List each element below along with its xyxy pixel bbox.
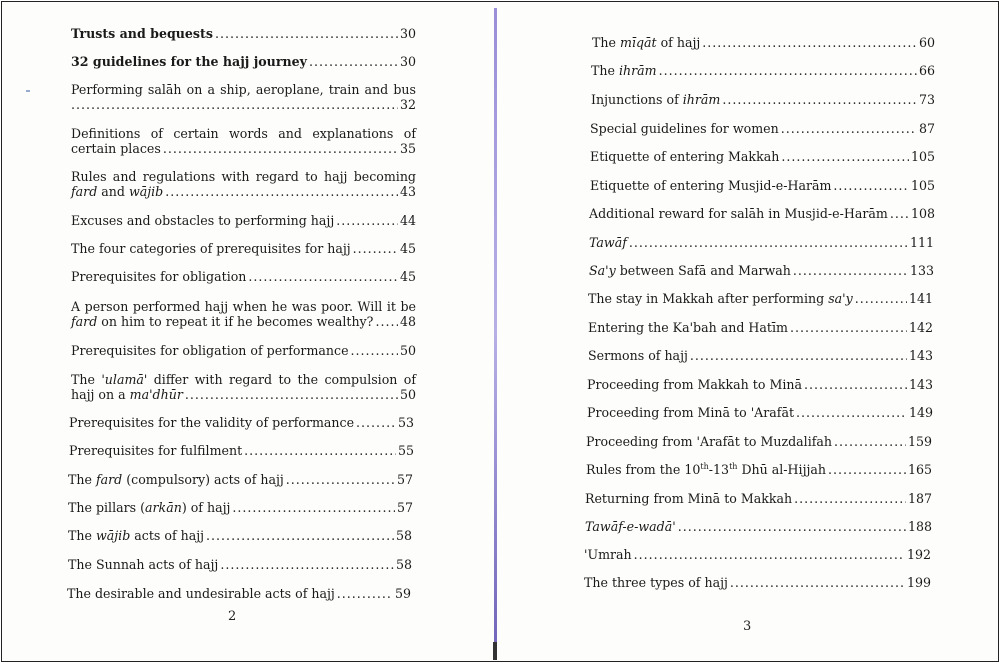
toc-italic: ma'dhūr	[129, 386, 183, 402]
toc-page: 141	[908, 291, 933, 306]
toc-page: 105	[910, 149, 935, 164]
page-number: 2	[228, 609, 237, 624]
toc-superscript: th	[729, 462, 738, 471]
toc-title: differ with regard to the compulsion of	[147, 372, 417, 387]
leader-dots	[794, 492, 906, 507]
toc-page: 44	[399, 213, 416, 228]
toc-title: Proceeding from 'Arafāt to Muzdalifah	[586, 434, 833, 449]
toc-page: 142	[908, 320, 933, 335]
leader-dots	[834, 435, 906, 450]
toc-page: 73	[918, 92, 935, 107]
leader-dots	[634, 548, 905, 563]
leader-dots	[793, 264, 908, 279]
toc-title: Dhū al-Hijjah	[737, 462, 826, 477]
toc-entry[interactable]	[591, 93, 935, 108]
toc-title: Prerequisites for obligation of performance	[71, 343, 349, 358]
toc-title: Rules and regulations with regard to hajj becoming	[71, 169, 416, 184]
toc-italic: fard	[95, 472, 123, 487]
leader-dots	[690, 349, 907, 364]
toc-entry[interactable]	[68, 501, 413, 516]
toc-title: acts of hajj	[130, 528, 205, 543]
book-spread	[1, 1, 999, 662]
toc-title: 32 guidelines for the hajj journey	[71, 54, 307, 69]
toc-italic: Sa'y	[589, 263, 616, 278]
toc-title: The pillars (	[68, 500, 146, 515]
leader-dots	[375, 315, 398, 330]
toc-title: Definitions of certain words and explanations of	[71, 126, 416, 141]
toc-entry[interactable]	[67, 587, 411, 602]
toc-page: 30	[399, 54, 416, 69]
toc-italic: fard	[71, 313, 98, 329]
toc-page: 35	[399, 140, 416, 156]
toc-title: Entering the Ka'bah and Hatīm	[588, 320, 788, 335]
leader-dots	[337, 587, 393, 602]
toc-title: The	[68, 472, 96, 487]
toc-title: (compulsory) acts of hajj	[122, 472, 284, 487]
toc-title: Performing salāh on a ship, aeroplane, train and bus	[71, 82, 416, 97]
toc-entry[interactable]	[589, 236, 934, 251]
toc-italic: ihrām	[618, 63, 657, 78]
toc-entry[interactable]	[588, 349, 933, 364]
leader-dots	[790, 321, 907, 336]
toc-page: 55	[397, 443, 414, 458]
leader-dots	[678, 520, 906, 535]
toc-title: between Safā and Marwah	[615, 263, 791, 278]
scan-mark	[26, 90, 30, 92]
toc-entry[interactable]	[71, 300, 416, 329]
book-spine	[494, 8, 497, 658]
toc-entry[interactable]	[585, 492, 932, 507]
toc-page: 159	[907, 434, 932, 449]
leader-dots	[232, 501, 395, 516]
leader-dots	[781, 150, 909, 165]
toc-title: Additional reward for salāh in Musjid-e-Harām	[589, 206, 888, 221]
toc-page: 58	[395, 557, 412, 572]
leader-dots	[890, 207, 909, 222]
toc-page: 32	[399, 96, 416, 112]
toc-title: Trusts and bequests	[71, 26, 213, 41]
leader-dots	[71, 98, 398, 113]
toc-title: The	[68, 528, 96, 543]
toc-entry[interactable]	[589, 264, 934, 279]
toc-entry[interactable]	[588, 292, 933, 307]
toc-italic: 'ulamā'	[101, 372, 148, 387]
toc-title: Prerequisites for fulfilment	[69, 443, 243, 458]
toc-title-cont: certain places	[71, 140, 161, 156]
leader-dots	[855, 292, 907, 307]
toc-italic: wājib	[95, 528, 131, 543]
leader-dots	[833, 179, 909, 194]
toc-page: 188	[907, 519, 932, 534]
toc-entry[interactable]	[590, 179, 935, 194]
toc-entry[interactable]	[586, 463, 932, 478]
toc-entry[interactable]	[69, 444, 414, 459]
toc-italic: mīqāt	[619, 35, 657, 50]
leader-dots	[220, 558, 394, 573]
leader-dots	[165, 185, 398, 200]
toc-title: Etiquette of entering Musjid-e-Harām	[590, 178, 832, 193]
toc-title: The	[591, 63, 619, 78]
toc-title: Proceeding from Minā to 'Arafāt	[587, 405, 795, 420]
toc-title: ) of hajj	[181, 500, 231, 515]
toc-page: 60	[918, 35, 935, 50]
toc-title-cont: hajj on a	[71, 386, 130, 402]
toc-title-cont: and	[97, 183, 129, 199]
toc-page: 149	[908, 405, 933, 420]
toc-entry[interactable]	[584, 548, 931, 563]
toc-entry[interactable]	[588, 321, 933, 336]
toc-page: 45	[399, 241, 416, 256]
toc-entry[interactable]	[68, 529, 412, 544]
toc-italic: fard	[71, 183, 98, 199]
toc-entry[interactable]	[69, 416, 414, 431]
toc-page: 143	[908, 377, 933, 392]
toc-title: -13	[708, 462, 730, 477]
toc-page: 66	[918, 63, 935, 78]
toc-page: 105	[910, 178, 935, 193]
leader-dots	[286, 473, 395, 488]
leader-dots	[702, 36, 917, 51]
toc-entry[interactable]	[71, 55, 416, 70]
toc-entry[interactable]	[587, 406, 933, 421]
leader-dots	[781, 122, 917, 137]
toc-page: 199	[906, 575, 931, 590]
leader-dots	[185, 388, 398, 403]
toc-title: Returning from Minā to Makkah	[585, 491, 793, 506]
toc-page: 30	[399, 26, 416, 41]
toc-entry[interactable]	[71, 83, 416, 112]
toc-italic: Tawāf-e-wadā'	[585, 519, 676, 534]
toc-page: 58	[395, 528, 412, 543]
toc-page: 187	[907, 491, 932, 506]
toc-italic: wājib	[128, 183, 164, 199]
toc-italic: ihrām	[682, 92, 721, 107]
toc-title: Special guidelines for women	[590, 121, 779, 136]
toc-title: Injunctions of	[591, 92, 683, 107]
leader-dots	[244, 444, 396, 459]
toc-page: 165	[907, 462, 932, 477]
leader-dots	[336, 214, 398, 229]
toc-page: 57	[396, 472, 413, 487]
toc-page: 53	[397, 415, 414, 430]
toc-entry[interactable]	[71, 344, 416, 359]
page-number: 3	[743, 619, 752, 634]
leader-dots	[722, 93, 917, 108]
toc-title: Proceeding from Makkah to Minā	[587, 377, 802, 392]
toc-entry[interactable]	[591, 64, 935, 79]
toc-page: 133	[909, 263, 934, 278]
toc-entry[interactable]	[587, 378, 933, 393]
toc-title: Prerequisites for the validity of performance	[69, 415, 355, 430]
toc-entry[interactable]	[71, 373, 416, 402]
toc-entry[interactable]	[68, 473, 413, 488]
toc-title: The three types of hajj	[584, 575, 728, 590]
toc-title-cont: on him to repeat it if he becomes wealthy?	[97, 313, 374, 329]
leader-dots	[659, 64, 917, 79]
toc-title: A person performed hajj when he was poor. Will it be	[71, 299, 416, 314]
toc-entry[interactable]	[590, 122, 935, 137]
toc-italic: arkān	[145, 500, 182, 515]
leader-dots	[206, 529, 394, 544]
toc-italic: sa'y	[828, 291, 853, 306]
toc-entry[interactable]	[592, 36, 935, 51]
toc-page: 87	[918, 121, 935, 136]
leader-dots	[796, 406, 907, 421]
spine-shadow	[493, 642, 497, 660]
leader-dots	[353, 242, 398, 257]
toc-page: 59	[394, 586, 411, 601]
toc-entry[interactable]	[71, 170, 416, 199]
toc-title: Rules from the 10	[586, 462, 701, 477]
toc-title: Prerequisites for obligation	[71, 269, 247, 284]
toc-entry[interactable]	[71, 127, 416, 156]
toc-entry[interactable]	[68, 558, 412, 573]
toc-entry[interactable]	[589, 207, 935, 222]
toc-page: 108	[910, 206, 935, 221]
leader-dots	[730, 576, 905, 591]
leader-dots	[309, 55, 398, 70]
toc-page: 50	[399, 343, 416, 358]
toc-italic: Tawāf	[589, 235, 627, 250]
toc-title: The	[592, 35, 620, 50]
toc-title: 'Umrah	[584, 547, 632, 562]
toc-entry[interactable]	[71, 242, 416, 257]
toc-page: 192	[906, 547, 931, 562]
toc-page: 43	[399, 183, 416, 199]
leader-dots	[215, 27, 398, 42]
toc-page: 143	[908, 348, 933, 363]
toc-title: Sermons of hajj	[588, 348, 688, 363]
toc-title: Etiquette of entering Makkah	[590, 149, 780, 164]
toc-entry[interactable]	[71, 214, 416, 229]
toc-page: 50	[399, 386, 416, 402]
toc-title: The four categories of prerequisites for hajj	[71, 241, 351, 256]
toc-title: The stay in Makkah after performing	[588, 291, 829, 306]
toc-title: The Sunnah acts of hajj	[68, 557, 219, 572]
toc-entry[interactable]	[585, 520, 932, 535]
leader-dots	[629, 236, 908, 251]
leader-dots	[828, 463, 906, 478]
leader-dots	[804, 378, 907, 393]
toc-title: The desirable and undesirable acts of hajj	[67, 586, 335, 601]
leader-dots	[163, 142, 398, 157]
toc-entry[interactable]	[584, 576, 931, 591]
toc-entry[interactable]	[71, 27, 416, 42]
toc-page: 57	[396, 500, 413, 515]
toc-entry[interactable]	[71, 270, 416, 285]
toc-entry[interactable]	[586, 435, 932, 450]
toc-title: of hajj	[656, 35, 701, 50]
toc-title: Excuses and obstacles to performing hajj	[71, 213, 335, 228]
toc-superscript: th	[700, 462, 709, 471]
leader-dots	[248, 270, 398, 285]
toc-title: The	[71, 372, 102, 387]
leader-dots	[356, 416, 396, 431]
toc-page: 111	[909, 235, 934, 250]
toc-page: 48	[399, 313, 416, 329]
toc-entry[interactable]	[590, 150, 935, 165]
toc-page: 45	[399, 269, 416, 284]
leader-dots	[351, 344, 398, 359]
